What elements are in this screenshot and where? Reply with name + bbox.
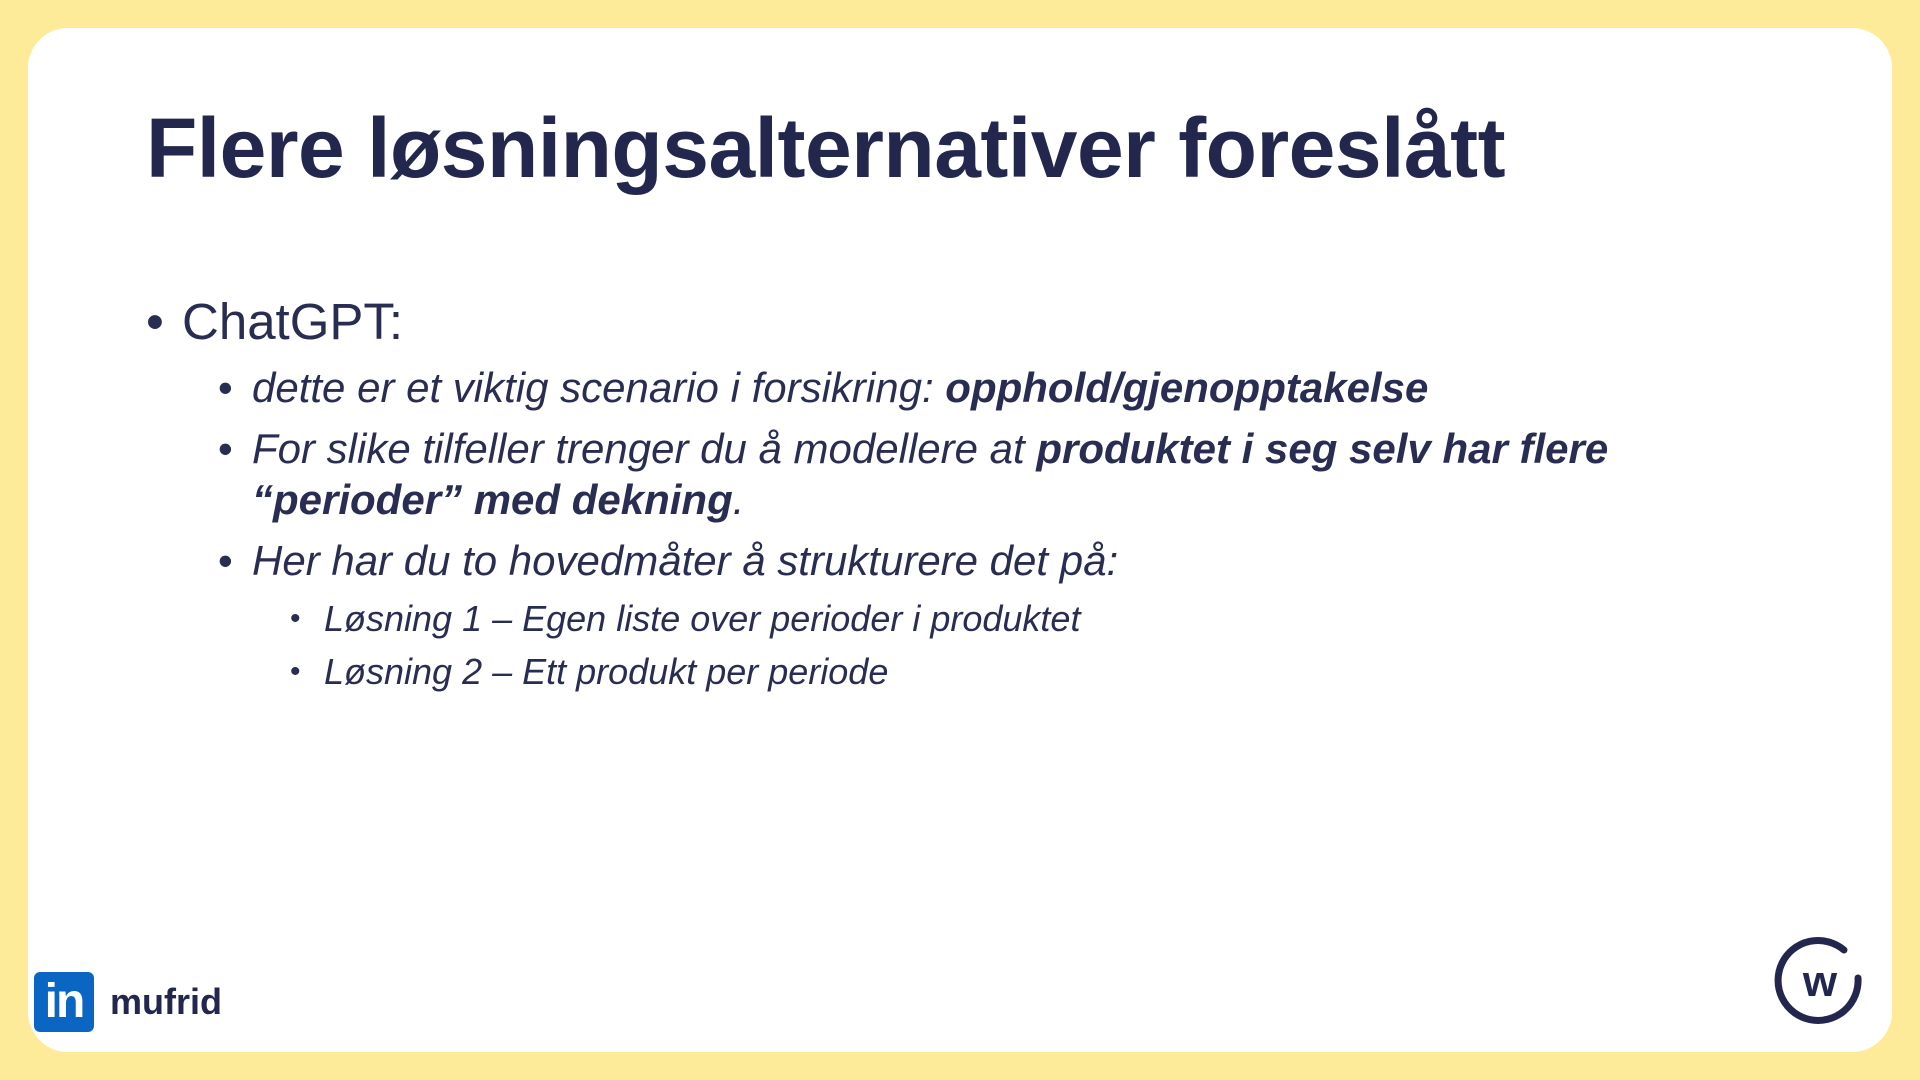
bullet-text: For slike tilfeller trenger du å modellere at: [252, 425, 1037, 472]
slide-title: Flere løsningsalternativer foreslått: [146, 101, 1506, 195]
bullet-level1: [146, 286, 1786, 358]
bullet-text: dette er et viktig scenario i forsikring:: [252, 364, 946, 411]
solution-2-text: Løsning 2 – Ett produkt per periode: [324, 651, 889, 692]
bullet-dot: •: [218, 364, 233, 411]
solution-1-text: Løsning 1 – Egen liste over perioder i produktet: [324, 598, 1081, 639]
bullet-bold-text: produktet i seg selv har flere “perioder” med dekning: [252, 425, 1609, 523]
bullet-label-chatgpt: ChatGPT:: [182, 293, 404, 350]
bullet-list: [146, 286, 1786, 698]
bullet-text: Her har du to hovedmåter å strukturere det på:: [252, 537, 1119, 584]
linkedin-icon: in: [34, 972, 94, 1032]
bullet-dot: •: [146, 293, 164, 350]
brand-logo-letter: w: [1802, 957, 1838, 1006]
brand-w-logo-icon: [1772, 934, 1868, 1030]
linkedin-footer: [34, 972, 222, 1032]
author-name: mufrid: [110, 981, 222, 1022]
bullet-level2: [218, 423, 1786, 525]
bullet-level2: [218, 535, 1786, 586]
bullet-bold-text: opphold/gjenopptakelse: [945, 364, 1429, 411]
bullet-dot: •: [290, 655, 301, 688]
bullet-dot: •: [218, 425, 233, 472]
bullet-dot: •: [218, 537, 233, 584]
bullet-level3: [290, 645, 1786, 698]
bullet-level3: [290, 592, 1786, 645]
bullet-text-after: .: [732, 476, 745, 523]
bullet-level2: [218, 362, 1786, 413]
bullet-dot: •: [290, 602, 301, 635]
